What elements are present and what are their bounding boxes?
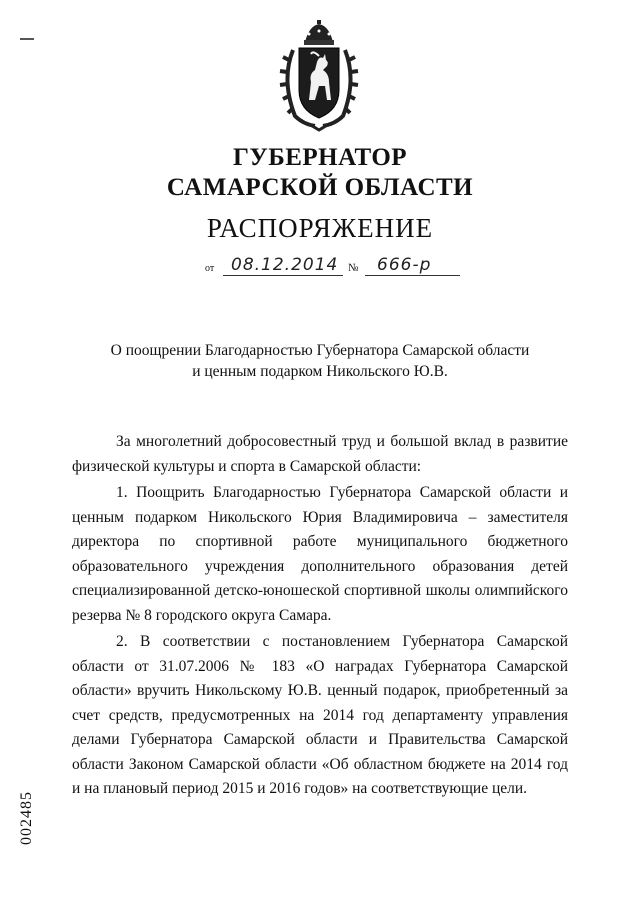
document-body [72,430,568,802]
body-item-2: 2. В соответствии с постановлением Губернатора Самарской области от 31.07.2006 № 183 «О наградах Губернатора Самарской области» вручить Никольскому Ю.В. ценный подарок, приобретенный за счет средств, предусмотренных на 2014 год департаменту управления делами Губернатора Самарской области и Правительства Самарской области Законом Самарской области «Об областном бюджете на 2014 год и на плановый период 2015 и 2016 годов» на соответствующие цели. [72,633,568,797]
page-mark [20,38,34,40]
subject-line2: и ценным подарком Никольского Ю.В. [192,363,448,380]
issuer-title-line2: САМАРСКОЙ ОБЛАСТИ [166,174,474,201]
date-value: 08.12.2014 [231,255,339,275]
document-type: РАСПОРЯЖЕНИЕ [206,213,434,243]
registration-line [205,252,465,278]
samara-coat-of-arms-icon [279,20,359,132]
date-underline [223,275,343,276]
number-underline [365,275,460,276]
number-value: 666-р [377,255,432,275]
document-subject [80,340,560,382]
number-label: № [348,262,359,274]
subject-line1: О поощрении Благодарностью Губернатора Самарской области [110,342,530,359]
archive-number: 002485 [18,791,35,845]
date-label: от [205,263,215,274]
body-preamble: За многолетний добросовестный труд и большой вклад в развитие физической культуры и спорта в Самарской области: [72,433,568,475]
body-item-1: 1. Поощрить Благодарностью Губернатора Самарской области и ценным подарком Никольского Юрия Владимировича – заместителя директора по спортивной работе муниципального бюджетного образовательного учреждения дополнительного образования детей специализированной детско-юношеской спортивной школы олимпийского резерва № 8 городского округа Самара. [72,484,568,624]
issuer-title-line1: ГУБЕРНАТОР [232,144,408,171]
